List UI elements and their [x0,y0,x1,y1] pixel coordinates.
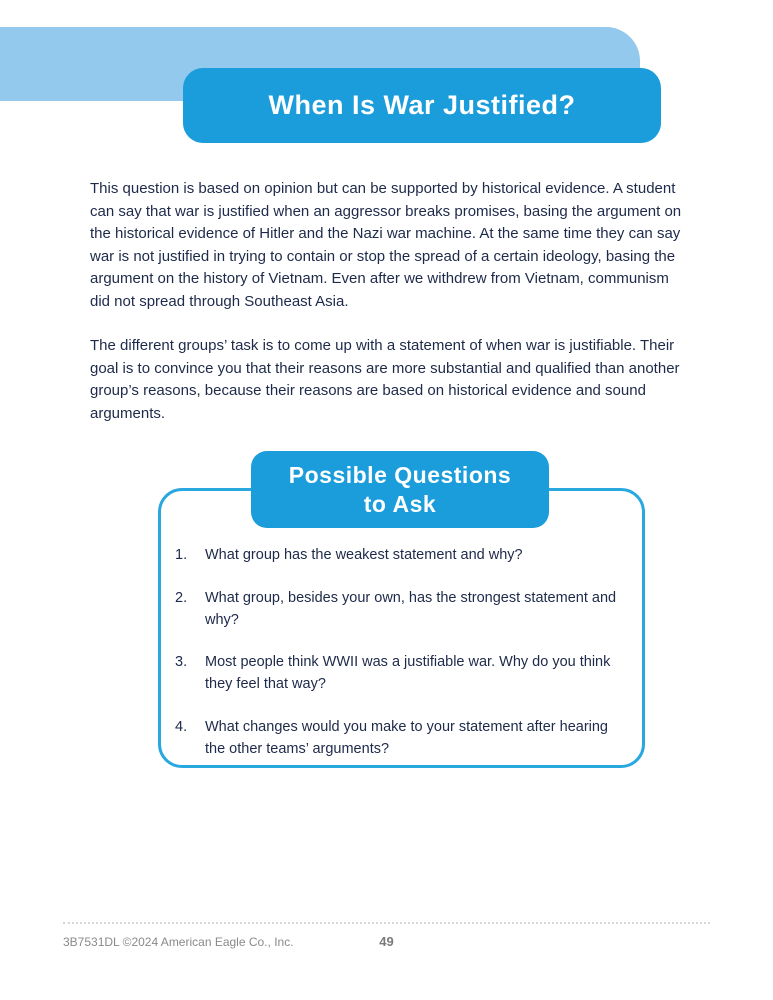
list-item [175,588,630,632]
list-item-text: What group has the weakest statement and why? [205,547,523,563]
list-item [175,545,630,567]
questions-box-header [251,451,549,528]
list-item [175,717,630,761]
paragraph-2: The different groups’ task is to come up with a statement of when war is justifiable. Their goal is to convince you that their reasons are more substantial and qualified than another group’s reasons, because their reasons are based on historical evidence and sound arguments. [90,337,680,422]
footer-page-number: 49 [379,934,394,949]
questions-list [175,545,630,781]
list-item-number: 1. [175,547,188,563]
list-item-text: What group, besides your own, has the strongest statement and why? [205,589,617,628]
list-item-number: 3. [175,654,188,671]
body-text [90,178,692,425]
list-item-text: Most people think WWII was a justifiable war. Why do you think they feel that way? [205,654,611,692]
list-item [175,652,630,696]
paragraph-1: This question is based on opinion but can be supported by historical evidence. A student can say that war is justified when an aggressor breaks promises, basing the argument on the historical evidence of Hitler and the Nazi war machine. At the same time they can say war is not justified in trying to contain or stop the spread of a certain ideology, basing the argument on the history of Vietnam. Even after we withdrew from Vietnam, communism did not spread through Southeast Asia. [90,180,682,310]
questions-header-line2: to Ask [363,490,437,517]
list-item-number: 4. [175,718,188,735]
footer-divider [63,922,710,924]
list-item-text: What changes would you make to your statement after hearing the other teams’ arguments? [205,718,608,757]
footer-copyright: 3B7531DL ©2024 American Eagle Co., Inc. [63,935,294,949]
page-title: When Is War Justified? [268,90,576,120]
page-title-box [183,68,661,143]
list-item-number: 2. [175,589,188,606]
questions-header-line1: Possible Questions [288,461,512,488]
